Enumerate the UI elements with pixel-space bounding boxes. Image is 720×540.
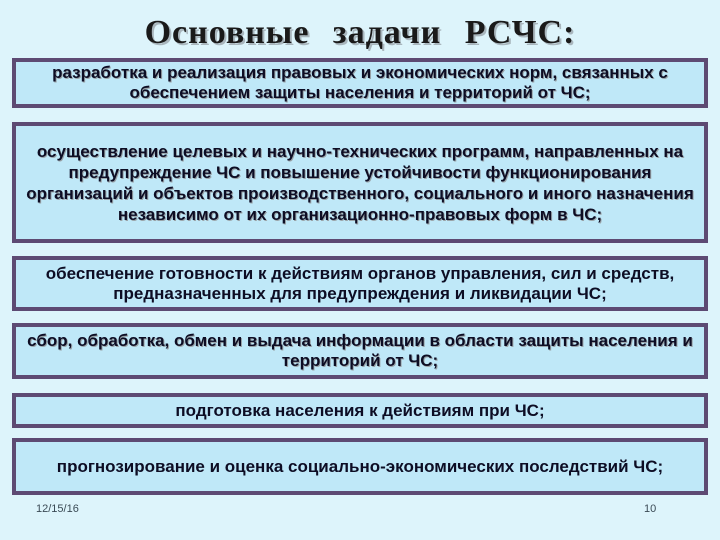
slide-title: Основные задачи РСЧС:	[144, 14, 576, 51]
footer-date: 12/15/16	[36, 503, 79, 515]
task-box-6	[12, 438, 708, 495]
task-box-3	[12, 256, 708, 311]
task-box-2	[12, 122, 708, 243]
task-box-5	[12, 393, 708, 428]
task-box-1	[12, 58, 708, 108]
task-text-5: подготовка населения к действиям при ЧС;	[175, 400, 545, 420]
task-box-4	[12, 323, 708, 379]
task-text-6: прогнозирование и оценка социально-экономических последствий ЧС;	[56, 456, 664, 476]
footer-page-number: 10	[644, 503, 657, 515]
task-text-2: осуществление целевых и научно-технических программ, направленных на предупреждение ЧС и повышение устойчивости функционирования организаций и объектов производственного, социального и иного назначения независимо от их организационно-правовых форм в ЧС;	[26, 141, 694, 224]
task-text-4: сбор, обработка, обмен и выдача информации в области защиты населения и территорий от ЧС;	[27, 331, 693, 370]
task-text-1: разработка и реализация правовых и экономических норм, связанных с обеспечением защиты населения и территорий от ЧС;	[52, 63, 668, 102]
task-text-3: обеспечение готовности к действиям органов управления, сил и средств, предназначенных для предупреждения и ликвидации ЧС;	[45, 263, 675, 303]
